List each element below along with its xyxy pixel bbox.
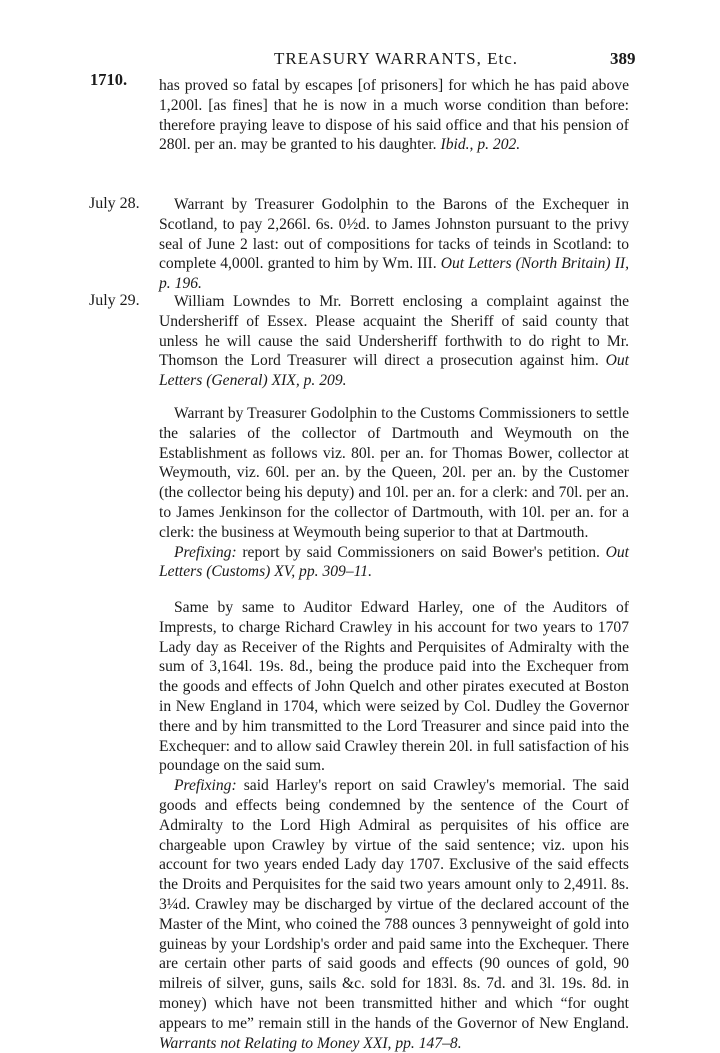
entry-source: Ibid., p. 202. (440, 136, 521, 154)
entry-customs-warrant (159, 404, 629, 582)
entry-harley-warrant (159, 598, 629, 1053)
entry-text: Warrant by Treasurer Godolphin to the Customs Commissioners to settle the salaries of the collector of Dartmouth and Weymouth on the Establishment as follows viz. 80l. per an. for Thomas Bower, collector at Weymouth, viz. 60l. per an. by the Queen, 20l. per an. by the Customer (the collector being his deputy) and 10l. per an. for a clerk: and 70l. per an. to James Jenkinson for the collector of Dartmouth, with 10l. per an. for a clerk: the business at Weymouth being superior to that at Dartmouth. (159, 405, 629, 541)
entry-continuation (159, 76, 629, 155)
entry-text: has proved so fatal by escapes [of prisoners] for which he has paid above 1,200l. [as fines] that he is now in a much worse condition than before: therefore praying leave to dispose of his said office and that his pension of 280l. per an. may be granted to his daughter. (159, 77, 629, 154)
entry-text: Same by same to Auditor Edward Harley, one of the Auditors of Imprests, to charge Richard Crawley in his account for two years to 1707 Lady day as Receiver of the Rights and Perquisites of Admiralty with the sum of 3,164l. 19s. 8d., being the produce paid into the Exchequer from the goods and effects of John Quelch and other pirates executed at Boston in New England in 1704, which were seized by Col. Dudley the Governor there and by him transmitted to the Lord Treasurer and since paid into the Exchequer: and to allow said Crawley therein 20l. in full satisfaction of his poundage on the said sum. (159, 599, 629, 775)
running-title: TREASURY WARRANTS, Etc. (273, 49, 519, 68)
entry-source: Out Letters (Customs) XV, pp. 309–11. (159, 543, 629, 581)
prefixing-label: Prefixing: (174, 543, 237, 561)
entry-text: William Lowndes to Mr. Borrett enclosing a complaint against the Undersheriff of Essex. Please acquaint the Sheriff of said county that unless he will cause the said Undersheriff forthwith to do right to Mr. Thomson the Lord Treasurer will direct a prosecution against him. (159, 293, 629, 370)
entry-lowndes-letter (159, 292, 629, 391)
entry-source: Out Letters (General) XIX, p. 209. (159, 352, 629, 390)
entry-warrant-scotland (159, 195, 629, 294)
entry-date: July 29. (89, 292, 140, 309)
prefixing-text: said Harley's report on said Crawley's memorial. The said goods and effects being condemned by the sentence of the Court of Admiralty to the Lord High Admiral as perquisites of his office are chargeable upon Crawley by virtue of the said sentence; viz. upon his account for two years ended Lady day 1707. Exclusive of the said effects the Droits and Perquisites for the said two years amount only to 2,491l. 8s. 3¼d. Crawley may be discharged by virtue of the declared account of the Master of the Mint, who coined the 788 ounces 3 pennyweight of gold into guineas by your Lordship's order and paid same into the Exchequer. There are certain other parts of said goods and effects (90 ounces of gold, 90 milreis of silver, guns, sails &c. sold for 183l. 8s. 7d. and 3l. 19s. 8d. in money) which have not been transmitted hither and which “for ought appears to me” remain still in the hands of the Governor of New England. (159, 777, 629, 1032)
entry-source: Warrants not Relating to Money XXI, pp. 147–8. (159, 1034, 462, 1052)
year-marker: 1710. (90, 70, 128, 89)
page-number: 389 (610, 49, 636, 68)
entry-date: July 28. (89, 195, 140, 212)
prefixing-text: report by said Commissioners on said Bower's petition. (242, 543, 600, 561)
entry-source: Out Letters (North Britain) II, p. 196. (159, 255, 629, 293)
entry-text: Warrant by Treasurer Godolphin to the Barons of the Exchequer in Scotland, to pay 2,266l. 6s. 0½d. to James Johnston pursuant to the privy seal of June 2 last: out of compositions for tacks of teinds in Scotland: to complete 4,000l. granted to him by Wm. III. (159, 196, 629, 273)
prefixing-label: Prefixing: (174, 777, 237, 795)
